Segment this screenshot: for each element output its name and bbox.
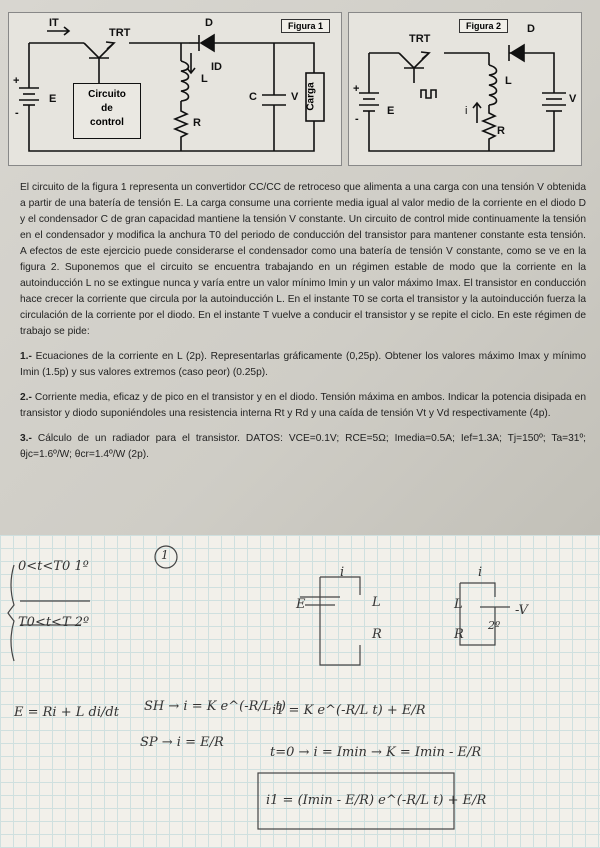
note-sp: SP → i = E/R: [140, 735, 224, 750]
note-c2-r: R: [454, 627, 464, 642]
question-3-number: 3.-: [20, 433, 32, 444]
label-carga: Carga: [305, 82, 317, 111]
figure-1-title: Figura 1: [281, 19, 330, 33]
note-c2-l: L: [454, 597, 463, 612]
note-sh: SH → i = K e^(-R/L t): [144, 699, 286, 714]
note-c2-two: 2º: [488, 619, 501, 632]
label-c: C: [249, 91, 257, 103]
note-final: i1 = (Imin - E/R) e^(-R/L t) + E/R: [266, 793, 487, 808]
label-d: D: [205, 17, 213, 29]
fig2-label-r: R: [497, 125, 505, 137]
label-plus: +: [13, 75, 20, 87]
label-id: ID: [211, 61, 222, 73]
note-interval-1: 0<t<T0 1º: [18, 559, 89, 574]
label-minus: -: [15, 107, 19, 119]
note-c1-r: R: [372, 627, 382, 642]
note-c1-l: L: [372, 595, 381, 610]
figure-2-title: Figura 2: [459, 19, 508, 33]
label-v: V: [291, 91, 299, 103]
note-eq1: E = Ri + L di/dt: [14, 705, 119, 720]
question-2-number: 2.-: [20, 392, 32, 403]
question-1: [20, 349, 586, 381]
fig2-label-l: L: [505, 75, 512, 87]
question-3-text: Cálculo de un radiador para el transistor. DATOS: VCE=0.1V; RCE=5Ω; Imedia=0.5A; Ief=1.3A; Tj=150º; Ta=31º; θjc=1.6º/W; θcr=1.4º/W (2p).: [20, 433, 586, 460]
note-t0: t=0 → i = Imin → K = Imin - E/R: [270, 745, 482, 760]
note-c1-e: E: [296, 597, 306, 612]
question-1-text: Ecuaciones de la corriente en L (2p). Representarlas gráficamente (0,25p). Obtener los valores máximo Imax y mínimo Imin (1.5p) y sus valores extremos (caso peor) (0.25p).: [20, 351, 586, 378]
note-circled-number: 1: [161, 548, 169, 562]
fig2-label-i: i: [465, 105, 468, 117]
label-l: L: [201, 73, 208, 85]
fig2-label-trt: TRT: [409, 33, 431, 45]
label-e: E: [49, 93, 57, 105]
fig2-label-v: V: [569, 93, 577, 105]
fig2-label-minus: -: [355, 113, 359, 125]
question-2: [20, 390, 586, 422]
handwritten-notes: [0, 535, 600, 848]
question-2-text: Corriente media, eficaz y de pico en el transistor y en el diodo. Tensión máxima en ambos. Indicar la potencia disipada en transistor y diodo suponiéndoles una resistencia interna Rt y Rd y una caída de tensión Vt y Vd respectivamente (4p).: [20, 392, 586, 419]
problem-statement: [20, 180, 586, 472]
question-1-number: 1.-: [20, 351, 32, 362]
figure-1: [8, 12, 342, 166]
figure-2: [348, 12, 582, 166]
label-trt: TRT: [109, 27, 131, 39]
label-it: IT: [49, 17, 59, 29]
fig2-label-e: E: [387, 105, 395, 117]
note-c2-i: i: [478, 565, 483, 580]
note-c1-i: i: [340, 565, 345, 580]
question-3: [20, 431, 586, 463]
note-c2-v: -V: [515, 603, 528, 618]
control-circuit-box: Circuito de control: [73, 83, 141, 139]
intro-paragraph: El circuito de la figura 1 representa un convertidor CC/CC de retroceso que alimenta a una carga con una tensión V obtenida a partir de una batería de tensión E. La carga consume una corriente media igual al valor medio de la corriente en el diodo D y el condensador C de gran capacidad mantiene la tensión V constante. Un circuito de control mide continuamente la tensión en el condensador y modifica la anchura T0 del periodo de conducción del transistor para mantener constante esta tensión. A efectos de este ejercicio puede considerarse el condensador como una batería de tensión V constante, como se ve en la figura 2. Suponemos que el circuito se encuentra trabajando en un régimen estable de modo que la corriente en la autoinducción L no se extingue nunca y varía entre un valor mínimo Imin y un valor máximo Imax. El transistor en conducción hace crecer la corriente que circula por la autoinducción L. En el instante T0 se corta el transistor y la autoinducción fuerza la circulación de la corriente por el diodo. En el instante T vuelve a conducir el transistor y se repite el ciclo. En este régimen de trabajo se pide:: [20, 182, 586, 337]
figure-2-circuit-diagram: [349, 13, 581, 165]
fig2-label-d: D: [527, 23, 535, 35]
note-interval-2: T0<t<T 2º: [18, 615, 90, 630]
note-i1: i1 = K e^(-R/L t) + E/R: [272, 703, 426, 718]
figure-1-circuit-diagram: [9, 13, 341, 165]
label-r: R: [193, 117, 201, 129]
fig2-label-plus: +: [353, 83, 360, 95]
